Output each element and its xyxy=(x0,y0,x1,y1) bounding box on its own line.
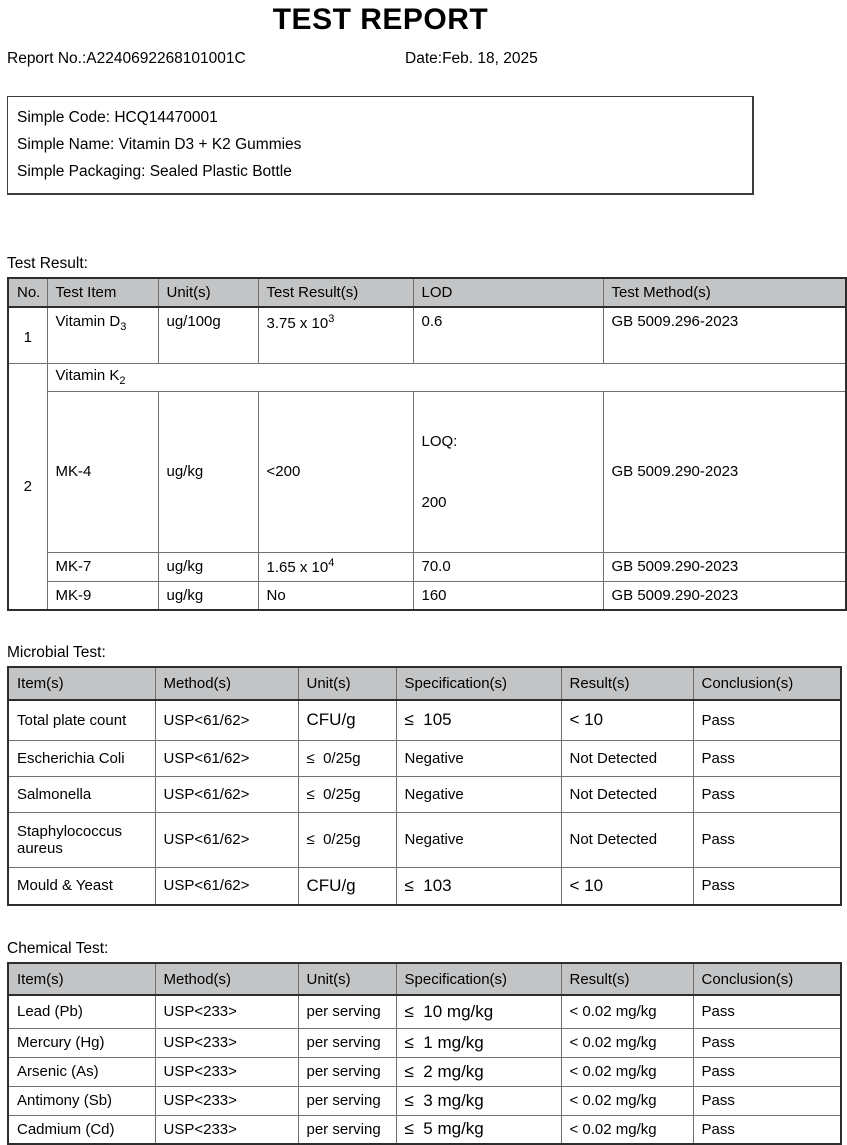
column-header: Unit(s) xyxy=(298,667,396,700)
test-item-cell: Vitamin $D_3$ xyxy=(47,307,158,363)
column-header: LOD xyxy=(413,278,603,307)
unit-cell: per serving xyxy=(298,1057,396,1086)
table-header-row xyxy=(8,963,841,995)
table-row xyxy=(8,391,846,552)
lod-cell: 70.0 xyxy=(413,552,603,581)
unit-cell: ug/kg xyxy=(158,552,258,581)
unit-cell: per serving xyxy=(298,1028,396,1057)
row-number-cell: 2 xyxy=(8,363,47,610)
conclusion-cell: Pass xyxy=(693,740,841,776)
result-cell: Not Detected xyxy=(561,776,693,812)
method-cell: USP<61/62> xyxy=(155,776,298,812)
lod-cell: 0.6 xyxy=(413,307,603,363)
microbial-test-table xyxy=(7,666,842,906)
test-item-group-cell: Vitamin $K_2$ xyxy=(47,363,846,391)
result-cell: < 0.02 mg/kg xyxy=(561,1086,693,1115)
method-cell: GB 5009.290-2023 xyxy=(603,581,846,610)
column-header: Unit(s) xyxy=(298,963,396,995)
method-cell: USP<233> xyxy=(155,1057,298,1086)
method-cell: GB 5009.296-2023 xyxy=(603,307,846,363)
item-cell: Total plate count xyxy=(8,700,155,740)
table-row xyxy=(8,776,841,812)
item-cell: Salmonella xyxy=(8,776,155,812)
method-cell: USP<233> xyxy=(155,1115,298,1144)
table-row xyxy=(8,812,841,867)
item-cell: Cadmium (Cd) xyxy=(8,1115,155,1144)
column-header: Test Result(s) xyxy=(258,278,413,307)
test-result-table xyxy=(7,277,847,611)
item-cell: Staphylococcus aureus xyxy=(8,812,155,867)
sample-name-label: Simple Name: xyxy=(17,136,115,153)
specification-cell: ≤ 2 mg/kg xyxy=(396,1057,561,1086)
result-cell: <200 xyxy=(258,391,413,552)
sample-code-value: HCQ14470001 xyxy=(114,109,218,126)
column-header: Specification(s) xyxy=(396,667,561,700)
column-header: No. xyxy=(8,278,47,307)
column-header: Item(s) xyxy=(8,667,155,700)
method-cell: GB 5009.290-2023 xyxy=(603,391,846,552)
column-header: Specification(s) xyxy=(396,963,561,995)
table-row xyxy=(8,700,841,740)
result-cell: < 10 xyxy=(561,700,693,740)
method-cell: USP<61/62> xyxy=(155,740,298,776)
unit-cell: ug/kg xyxy=(158,581,258,610)
item-cell: Antimony (Sb) xyxy=(8,1086,155,1115)
column-header: Conclusion(s) xyxy=(693,667,841,700)
column-header: Method(s) xyxy=(155,667,298,700)
table-row xyxy=(8,581,846,610)
result-cell: < 0.02 mg/kg xyxy=(561,1115,693,1144)
result-cell: < 0.02 mg/kg xyxy=(561,995,693,1028)
method-cell: GB 5009.290-2023 xyxy=(603,552,846,581)
result-cell: < 0.02 mg/kg xyxy=(561,1028,693,1057)
conclusion-cell: Pass xyxy=(693,700,841,740)
method-cell: USP<233> xyxy=(155,1086,298,1115)
column-header: Result(s) xyxy=(561,963,693,995)
unit-cell: CFU/g xyxy=(298,700,396,740)
section-title-chemical: Chemical Test: xyxy=(7,940,109,957)
sample-info-box xyxy=(7,96,754,195)
item-cell: Lead (Pb) xyxy=(8,995,155,1028)
item-cell: Mould & Yeast xyxy=(8,867,155,905)
test-item-cell: MK-7 xyxy=(47,552,158,581)
report-meta xyxy=(7,50,754,69)
table-row xyxy=(8,1057,841,1086)
table-row xyxy=(8,307,846,363)
table-row xyxy=(8,867,841,905)
conclusion-cell: Pass xyxy=(693,1057,841,1086)
report-number-label: Report No.: xyxy=(7,50,87,67)
method-cell: USP<233> xyxy=(155,1028,298,1057)
method-cell: USP<61/62> xyxy=(155,700,298,740)
result-cell: < 10 xyxy=(561,867,693,905)
specification-cell: Negative xyxy=(396,776,561,812)
unit-cell: per serving xyxy=(298,995,396,1028)
column-header: Item(s) xyxy=(8,963,155,995)
table-row xyxy=(8,1028,841,1057)
report-date xyxy=(405,50,538,68)
table-row xyxy=(8,995,841,1028)
unit-cell: per serving xyxy=(298,1086,396,1115)
test-item-cell: MK-4 xyxy=(47,391,158,552)
result-cell: Not Detected xyxy=(561,740,693,776)
result-cell: Not Detected xyxy=(561,812,693,867)
specification-cell: ≤ 5 mg/kg xyxy=(396,1115,561,1144)
specification-cell: ≤ 3 mg/kg xyxy=(396,1086,561,1115)
page-title: TEST REPORT xyxy=(272,3,489,36)
result-cell: 3.75 x $10^3$ xyxy=(258,307,413,363)
specification-cell: Negative xyxy=(396,812,561,867)
unit-cell: ≤ 0/25g xyxy=(298,812,396,867)
column-header: Test Item xyxy=(47,278,158,307)
table-row xyxy=(8,1086,841,1115)
sample-packaging-label: Simple Packaging: xyxy=(17,163,146,180)
sample-packaging-line xyxy=(17,158,742,185)
conclusion-cell: Pass xyxy=(693,995,841,1028)
unit-cell: per serving xyxy=(298,1115,396,1144)
conclusion-cell: Pass xyxy=(693,1028,841,1057)
column-header: Conclusion(s) xyxy=(693,963,841,995)
report-date-value: Feb. 18, 2025 xyxy=(442,50,538,67)
result-cell: No xyxy=(258,581,413,610)
method-cell: USP<61/62> xyxy=(155,812,298,867)
method-cell: USP<233> xyxy=(155,995,298,1028)
unit-cell: CFU/g xyxy=(298,867,396,905)
report-number-value: A2240692268101001C xyxy=(86,50,246,67)
table-header-row xyxy=(8,667,841,700)
sample-name-value: Vitamin D3 + K2 Gummies xyxy=(118,136,302,153)
lod-cell: LOQ: 200 xyxy=(413,391,603,552)
sample-name-line xyxy=(17,131,742,158)
table-row xyxy=(8,1115,841,1144)
unit-cell: ug/kg xyxy=(158,391,258,552)
result-cell: < 0.02 mg/kg xyxy=(561,1057,693,1086)
specification-cell: ≤ 10 mg/kg xyxy=(396,995,561,1028)
report-date-label: Date: xyxy=(405,50,443,67)
item-cell: Arsenic (As) xyxy=(8,1057,155,1086)
item-cell: Escherichia Coli xyxy=(8,740,155,776)
table-row xyxy=(8,552,846,581)
specification-cell: ≤ 103 xyxy=(396,867,561,905)
conclusion-cell: Pass xyxy=(693,1115,841,1144)
sample-code-line xyxy=(17,104,742,131)
chemical-test-table xyxy=(7,962,842,1145)
table-row xyxy=(8,363,846,391)
specification-cell: ≤ 105 xyxy=(396,700,561,740)
conclusion-cell: Pass xyxy=(693,1086,841,1115)
sample-packaging-value: Sealed Plastic Bottle xyxy=(149,163,292,180)
table-row xyxy=(8,740,841,776)
method-cell: USP<61/62> xyxy=(155,867,298,905)
column-header: Unit(s) xyxy=(158,278,258,307)
lod-cell: 160 xyxy=(413,581,603,610)
unit-cell: ≤ 0/25g xyxy=(298,776,396,812)
column-header: Result(s) xyxy=(561,667,693,700)
sample-code-label: Simple Code: xyxy=(17,109,111,126)
conclusion-cell: Pass xyxy=(693,812,841,867)
column-header: Method(s) xyxy=(155,963,298,995)
unit-cell: ug/100g xyxy=(158,307,258,363)
unit-cell: ≤ 0/25g xyxy=(298,740,396,776)
conclusion-cell: Pass xyxy=(693,776,841,812)
table-header-row xyxy=(8,278,846,307)
row-number-cell: 1 xyxy=(8,307,47,363)
test-item-cell: MK-9 xyxy=(47,581,158,610)
specification-cell: Negative xyxy=(396,740,561,776)
item-cell: Mercury (Hg) xyxy=(8,1028,155,1057)
section-title-test-result: Test Result: xyxy=(7,255,88,272)
specification-cell: ≤ 1 mg/kg xyxy=(396,1028,561,1057)
report-number xyxy=(7,50,246,67)
column-header: Test Method(s) xyxy=(603,278,846,307)
result-cell: 1.65 x $10^4$ xyxy=(258,552,413,581)
section-title-microbial: Microbial Test: xyxy=(7,644,106,661)
conclusion-cell: Pass xyxy=(693,867,841,905)
